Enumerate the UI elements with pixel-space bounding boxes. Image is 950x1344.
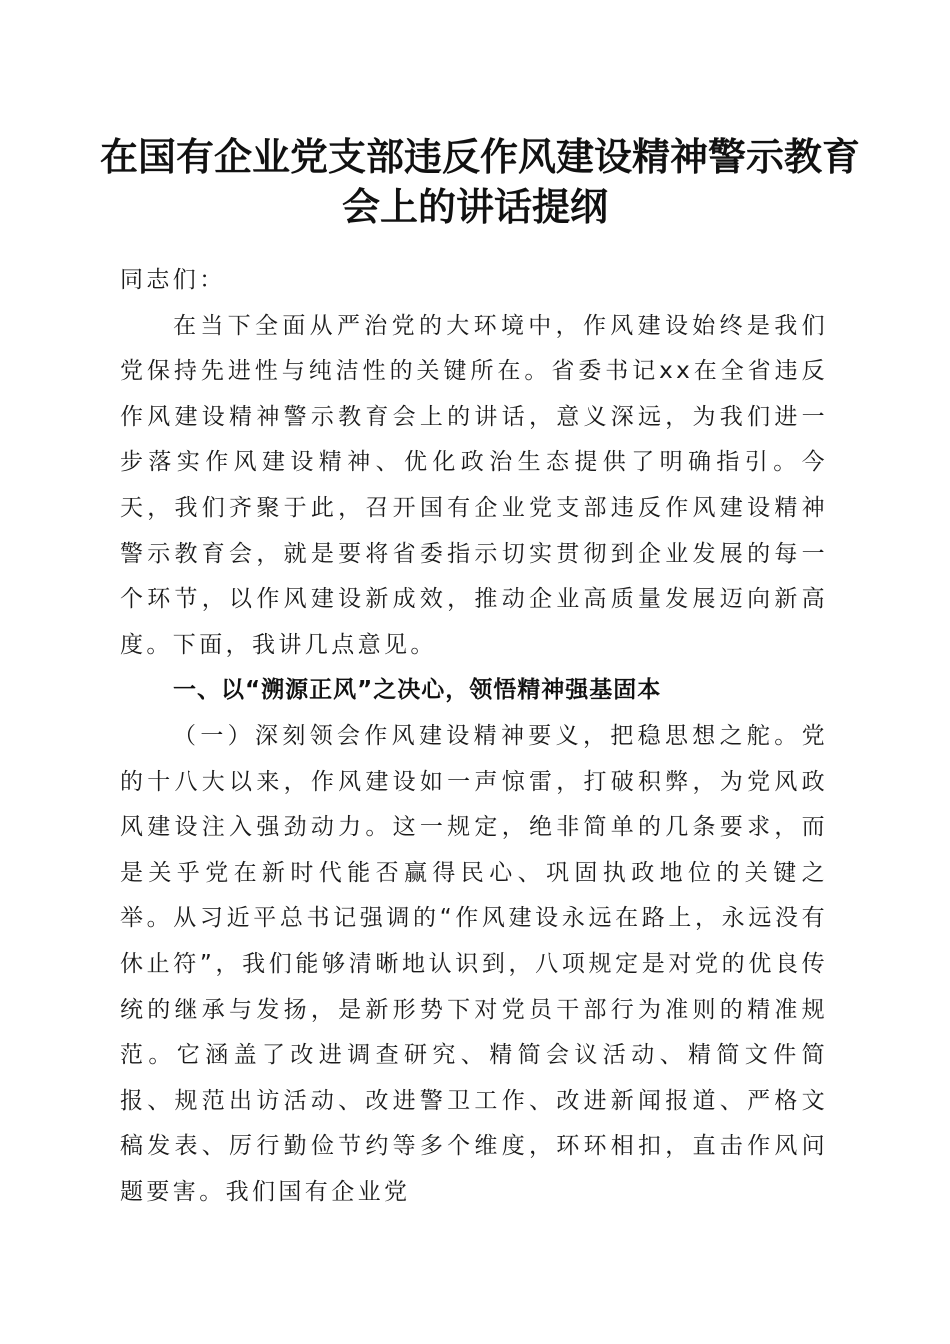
- document-title: [100, 132, 861, 232]
- document-title-line-1: 在国有企业党支部违反作风建设精神警示教育: [100, 134, 861, 179]
- document-title-line-2: 会上的讲话提纲: [341, 184, 608, 229]
- subsection-1-paragraph: （一）深刻领会作风建设精神要义，把稳思想之舵。党的十八大以来，作风建设如一声惊雷，打破积弊，为党风政风建设注入强劲动力。这一规定，绝非简单的几条要求，而是关乎党在新时代能否赢得民心、巩固执政地位的关键之举。从习近平总书记强调的“作风建设永远在路上，永远没有休止符”，我们能够清晰地认识到，八项规定是对党的优良传统的继承与发扬，是新形势下对党员干部行为准则的精准规范。它涵盖了改进调查研究、精简会议活动、精简文件简报、规范出访活动、改进警卫工作、改进新闻报道、严格文稿发表、厉行勤俭节约等多个维度，环环相扣，直击作风问题要害。我们国有企业党: [120, 722, 828, 1205]
- document-body: [120, 258, 828, 1215]
- salutation: 同志们：: [120, 267, 226, 293]
- intro-paragraph: 在当下全面从严治党的大环境中，作风建设始终是我们党保持先进性与纯洁性的关键所在。省委书记xx在全省违反作风建设精神警示教育会上的讲话，意义深远，为我们进一步落实作风建设精神、优化政治生态提供了明确指引。今天，我们齐聚于此，召开国有企业党支部违反作风建设精神警示教育会，就是要将省委指示切实贯彻到企业发展的每一个环节，以作风建设新成效，推动企业高质量发展迈向新高度。下面，我讲几点意见。: [120, 312, 828, 658]
- section-1-heading: 一、以“溯源正风”之决心，领悟精神强基固本: [173, 677, 662, 704]
